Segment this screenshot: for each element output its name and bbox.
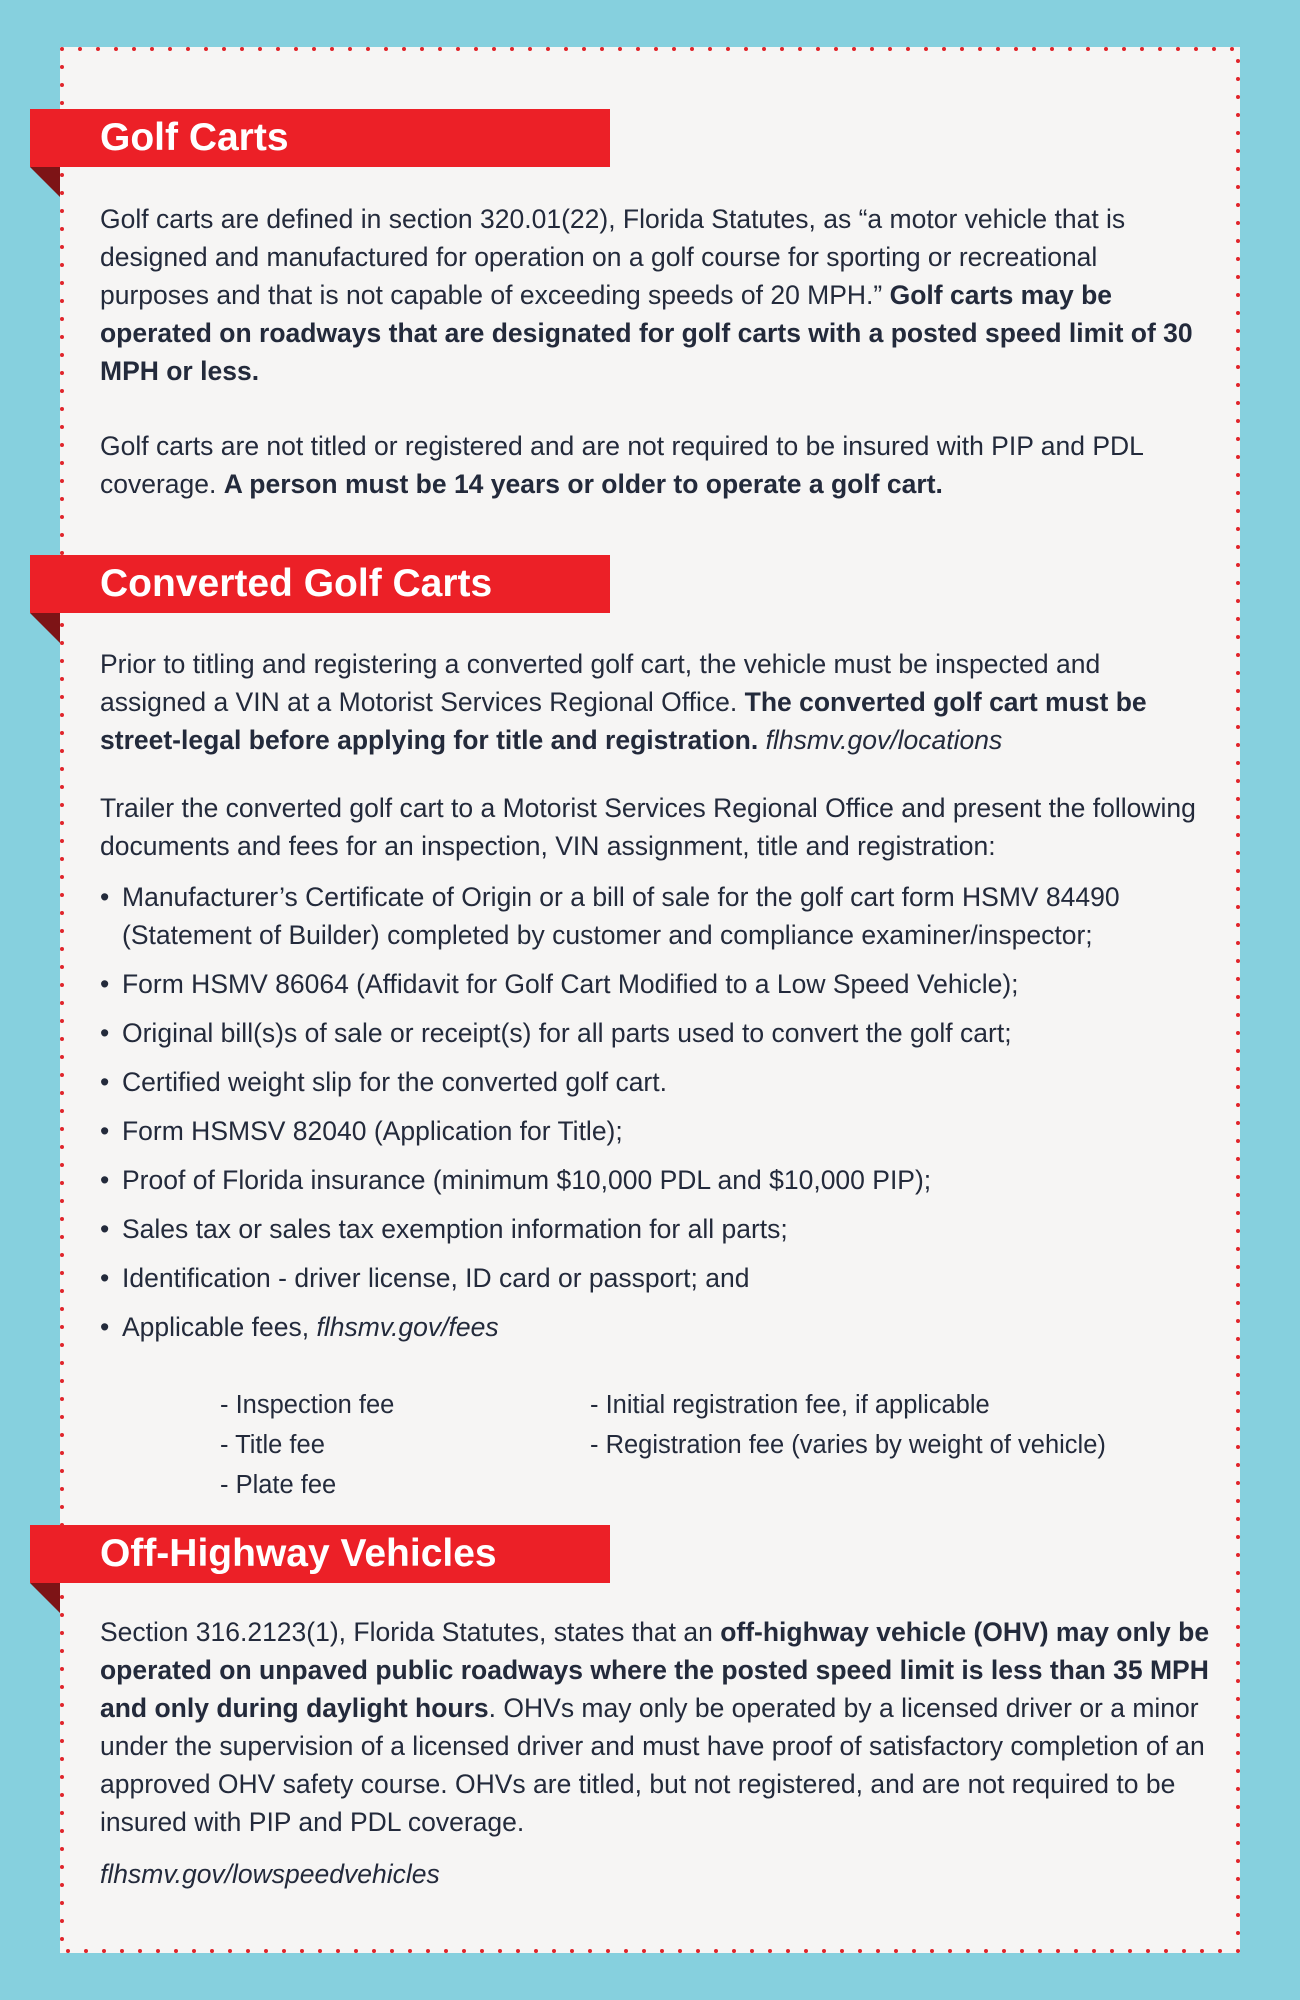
ohv-paragraph xyxy=(100,1613,1210,1841)
section-title: Golf Carts xyxy=(100,116,289,159)
fees-column-2 xyxy=(590,1385,1106,1465)
list-item xyxy=(100,1308,1210,1346)
banner-fold xyxy=(30,1583,60,1613)
text: Trailer the converted golf cart to a Motorist Services Regional Office and present the following documents and fees for an inspection, VIN assignment, title and registration: xyxy=(100,793,1196,861)
fee-item: - Inspection fee xyxy=(220,1391,395,1419)
list-item xyxy=(100,965,1210,1003)
bullet: • xyxy=(100,1312,110,1342)
footer-link-container xyxy=(100,1855,1210,1893)
text: . OHVs may only be operated by a licensed driver or a minor under the supervision of a licensed driver and must have proof of satisfactory completion of an approved OHV safety course. OHVs are titled, but not registered, and are not required to be insured with PIP and PDL coverage. xyxy=(100,1693,1205,1837)
list-item xyxy=(100,1259,1210,1297)
bullet: • xyxy=(100,1067,110,1097)
fees-column-1 xyxy=(220,1385,394,1505)
documents-list xyxy=(100,878,1210,1346)
list-item xyxy=(100,1063,1210,1101)
list-item-text: Manufacturer’s Certificate of Origin or a bill of sale for the golf cart form HSMV 84490 (Statement of Builder) completed by customer and compliance examiner/inspector; xyxy=(122,882,1120,950)
list-item xyxy=(100,1210,1210,1248)
bullet: • xyxy=(100,1165,110,1195)
bold-text: Golf carts may be operated on roadways that are designated for golf carts with a posted speed limit of 30 MPH or less. xyxy=(100,280,1193,386)
fee-item: - Registration fee (varies by weight of vehicle) xyxy=(590,1431,1106,1459)
section-banner-golf-carts xyxy=(30,109,610,167)
locations-link[interactable]: flhsmv.gov/locations xyxy=(765,725,1003,755)
fee-item: - Title fee xyxy=(220,1431,325,1459)
list-item-text: Sales tax or sales tax exemption information for all parts; xyxy=(122,1214,788,1244)
list-item-text: Form HSMSV 82040 (Application for Title); xyxy=(122,1116,623,1146)
info-card xyxy=(60,47,1240,1953)
banner-fold xyxy=(30,167,60,197)
list-item-text: Original bill(s)s of sale or receipt(s) for all parts used to convert the golf cart; xyxy=(122,1018,1012,1048)
section-title: Converted Golf Carts xyxy=(100,562,493,605)
section-banner-converted-golf-carts xyxy=(30,555,610,613)
list-item-text: Applicable fees, xyxy=(122,1312,317,1342)
bold-text: The converted golf cart must be street-legal before applying for title and registration. xyxy=(100,687,1147,755)
list-item xyxy=(100,1161,1210,1199)
section-banner-off-highway-vehicles xyxy=(30,1525,610,1583)
text: Golf carts are defined in section 320.01(22), Florida Statutes, as “a motor vehicle that is designed and manufactured for operation on a golf course for sporting or recreational purposes and that is not capable of exceeding speeds of 20 MPH.” xyxy=(100,204,1126,310)
bullet: • xyxy=(100,1018,110,1048)
fee-item: - Plate fee xyxy=(220,1471,337,1499)
fee-item: - Initial registration fee, if applicable xyxy=(590,1391,990,1419)
text: Section 316.2123(1), Florida Statutes, states that an xyxy=(100,1617,721,1647)
section-title: Off-Highway Vehicles xyxy=(100,1532,497,1575)
bullet: • xyxy=(100,882,110,912)
text: Golf carts are not titled or registered and are not required to be insured with PIP and PDL coverage. xyxy=(100,431,1143,499)
list-item-text: Form HSMV 86064 (Affidavit for Golf Cart Modified to a Low Speed Vehicle); xyxy=(122,969,1019,999)
low-speed-vehicles-link[interactable]: flhsmv.gov/lowspeedvehicles xyxy=(100,1859,440,1889)
bullet: • xyxy=(100,969,110,999)
list-item xyxy=(100,878,1210,954)
list-item-text: Identification - driver license, ID card or passport; and xyxy=(122,1263,750,1293)
documents-list-container xyxy=(100,878,1210,1357)
list-item-text: Proof of Florida insurance (minimum $10,000 PDL and $10,000 PIP); xyxy=(122,1165,932,1195)
bullet: • xyxy=(100,1214,110,1244)
bullet: • xyxy=(100,1263,110,1293)
bold-text: A person must be 14 years or older to operate a golf cart. xyxy=(223,469,943,499)
list-item xyxy=(100,1112,1210,1150)
fees-link[interactable]: flhsmv.gov/fees xyxy=(316,1312,499,1342)
bold-text: off-highway vehicle (OHV) may only be operated on unpaved public roadways where the posted speed limit is less than 35 MPH and only during daylight hours xyxy=(100,1617,1210,1723)
list-item xyxy=(100,1014,1210,1052)
text: Prior to titling and registering a converted golf cart, the vehicle must be inspected and assigned a VIN at a Motorist Services Regional Office. xyxy=(100,649,1101,717)
golf-carts-paragraph-1 xyxy=(100,200,1210,390)
golf-carts-paragraph-2 xyxy=(100,427,1210,503)
list-item-text: Certified weight slip for the converted golf cart. xyxy=(122,1067,667,1097)
converted-paragraph-1 xyxy=(100,645,1210,759)
converted-paragraph-2 xyxy=(100,789,1210,865)
bullet: • xyxy=(100,1116,110,1146)
banner-fold xyxy=(30,613,60,643)
